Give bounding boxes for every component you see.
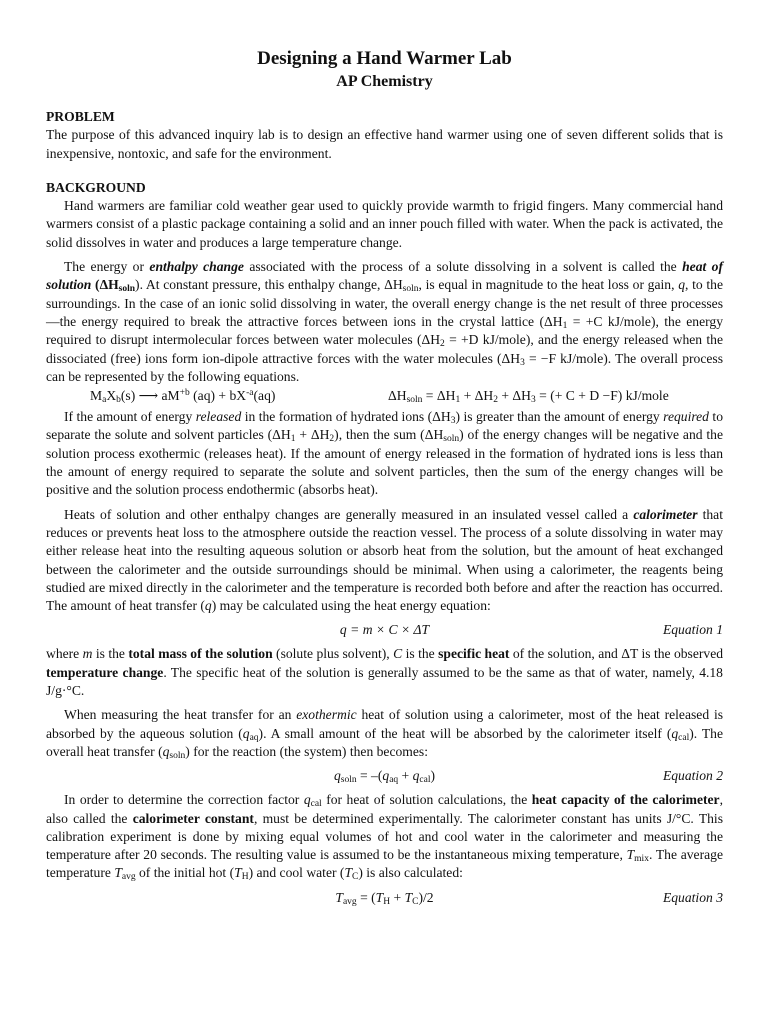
equation-3-row — [46, 889, 723, 907]
background-heading: BACKGROUND — [46, 179, 146, 195]
background-paragraph-1: Hand warmers are familiar cold weather gear used to quickly provide warmth to frigid fingers. Many commercial hand warmers consist of a plastic package containing a solid and an inner pouch filled with water. When the pack is activated, the solid dissolves in water and produces a large temperature change. — [46, 198, 723, 250]
background-paragraph-4: Heats of solution and other enthalpy changes are generally measured in an insulated vessel called a calorimeter that reduces or prevents heat loss to the atmosphere outside the reaction vessel. The process of a solute dissolving in water may either release heat into the resulting aqueous solution or absorb heat from the solution, but the amount of heat exchanged between the calorimeter and the outside surroundings should be minimal. When using a calorimeter, the reagents being studied are mixed directly in the calorimeter and the temperature is recorded both before and after the reaction has occurred. The amount of heat transfer (q) may be calculated using the heat energy equation: — [46, 506, 723, 614]
equation-1-label: Equation 1 — [662, 622, 723, 638]
equation-2-row — [46, 767, 723, 785]
dissolution-reaction: $M_aX_b(s)$ ⟶ $aM^{+b}$ $(aq) + bX^{-a}(aq)$ — [90, 388, 276, 406]
background-paragraph-6: When measuring the heat transfer for an exothermic heat of solution using a calorimeter, most of the heat released is absorbed by the aqueous solution $(q_{aq})$. A small amount of the heat will be absorbed by the calorimeter itself $(q_{cal})$. The overall heat transfer $(q_{soln})$ for the reaction (the system) then becomes: — [46, 707, 724, 761]
background-paragraph-2: The energy or enthalpy change associated with the process of a solute dissolving in a solvent is called the heat of solution $(\Delta H_{soln})$. At constant pressure, this enthalpy change, $\Delta H_{soln}$, is equal in magnitude to the heat loss or gain, q, to the surroundings. In the case of an ionic solid dissolving in water, the overall energy change is the net result of three processes—the energy required to break the attractive forces between ions in the crystal lattice ($\Delta H_1 = +C$ kJ/mole), the energy required to disrupt intermolecular forces between water molecules ($\Delta H_2 = +D$ kJ/mole), and the energy released when the dissociated (free) ions form ion-dipole attractive forces with the water molecules ($\Delta H_3 = -F$ kJ/mole). The overall process can be represented by the following equations. — [46, 259, 724, 384]
equation-2: $q_{soln} = -(q_{aq} + q_{cal})$ — [333, 768, 436, 786]
equation-2-label: Equation 2 — [662, 768, 723, 784]
equation-3-label: Equation 3 — [662, 889, 723, 905]
dissolution-process-equation — [46, 387, 723, 405]
document-title: Designing a Hand Warmer Lab — [257, 48, 512, 69]
enthalpy-sum-equation: $\Delta H_{soln} = \Delta H_1 + \Delta H_2 + \Delta H_3$ = (+ C + D −F) kJ/mole — [388, 388, 669, 406]
background-paragraph-5: where m is the total mass of the solution (solute plus solvent), C is the specific heat of the solution, and ΔT is the observed temperature change. The specific heat of the solution is generally assumed to be the same as that of water, namely, 4.18 J/g·°C. — [46, 646, 724, 699]
equation-3: $T_{avg} = (T_H + T_C)/2$ — [335, 889, 434, 907]
document-page — [46, 48, 723, 913]
background-paragraph-3: If the amount of energy released in the formation of hydrated ions $(\Delta H_3)$ is greater than the amount of energy required to separate the solute and solvent particles $(\Delta H_1 + \Delta H_2)$, then the sum $(\Delta H_{soln})$ of the energy changes will be negative and the solution process exothermic (releases heat). If the amount of energy released in the formation of hydrated ions is less than the amount of energy required to separate the solute and solvent particles, then the sum of the energy changes will be positive and the solution process endothermic (absorbs heat). — [46, 409, 723, 498]
document-subtitle: AP Chemistry — [336, 73, 433, 90]
problem-heading: PROBLEM — [46, 109, 115, 124]
equation-1: q = m × C × ΔT — [339, 622, 430, 638]
background-paragraph-7: In order to determine the correction factor $q_{cal}$ for heat of solution calculations, the heat capacity of the calorimeter, also called the calorimeter constant, must be determined experimentally. The calorimeter constant has units J/°C. This calibration experiment is done by mixing equal volumes of hot and cool water in the calorimeter and measuring the temperature after 20 seconds. The resulting value is assumed to be the instantaneous mixing temperature, $T_{mix}$. The average temperature $T_{avg}$ of the initial hot $(T_H)$ and cool water $(T_C)$ is also calculated: — [46, 792, 723, 883]
problem-text: The purpose of this advanced inquiry lab is to design an effective hand warmer using one of seven different solids that is inexpensive, nontoxic, and safe for the environment. — [46, 127, 723, 161]
equation-1-row — [46, 621, 723, 639]
